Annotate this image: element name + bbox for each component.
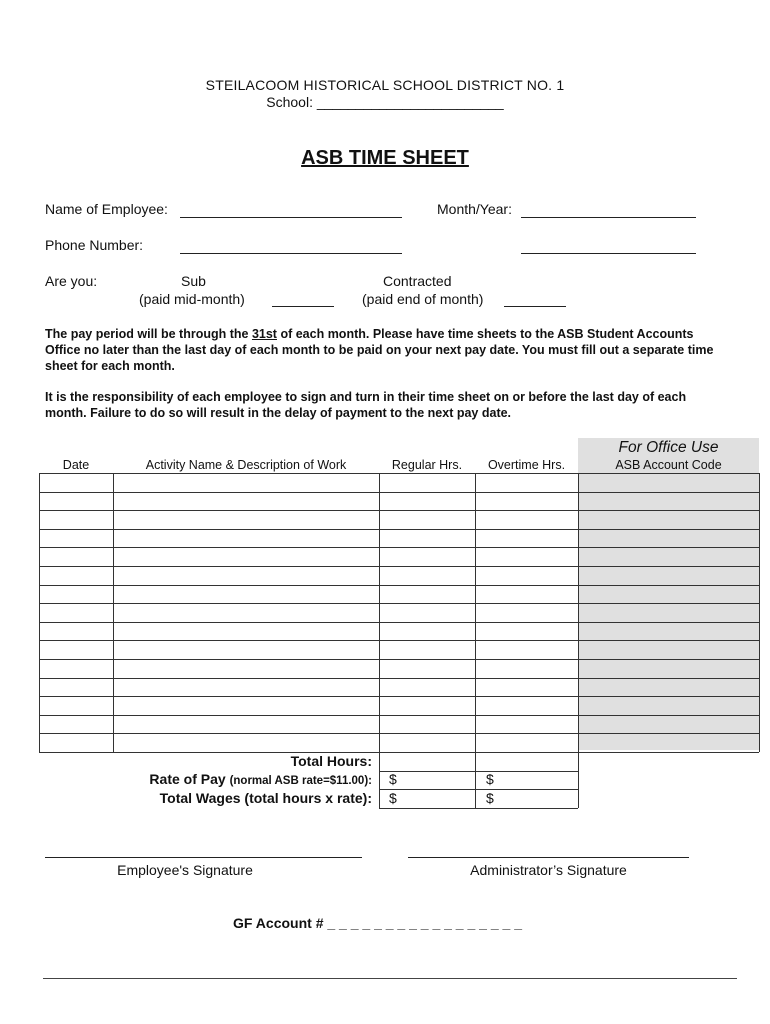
table-cell[interactable]	[379, 492, 475, 511]
table-cell[interactable]	[39, 603, 113, 622]
table-cell[interactable]	[379, 678, 475, 697]
table-cell[interactable]	[475, 696, 578, 715]
totals-row-line	[379, 752, 578, 753]
table-cell[interactable]	[578, 603, 759, 622]
page-title: ASB TIME SHEET	[301, 147, 469, 169]
table-cell[interactable]	[475, 585, 578, 604]
table-cell[interactable]	[475, 492, 578, 511]
table-cell[interactable]	[39, 529, 113, 548]
rate-of-pay-label	[149, 771, 372, 787]
table-cell[interactable]	[475, 603, 578, 622]
table-cell[interactable]	[113, 733, 379, 752]
pay-period-paragraph	[45, 326, 730, 374]
table-cell[interactable]	[379, 585, 475, 604]
table-cell[interactable]	[39, 492, 113, 511]
table-cell[interactable]	[379, 696, 475, 715]
table-cell[interactable]	[379, 603, 475, 622]
district-name: STEILACOOM HISTORICAL SCHOOL DISTRICT NO. 1	[205, 77, 565, 93]
table-cell[interactable]	[578, 510, 759, 529]
table-cell[interactable]	[379, 640, 475, 659]
school-field[interactable]: School: ________________________	[266, 94, 504, 110]
table-cell[interactable]	[39, 659, 113, 678]
table-cell[interactable]	[379, 473, 475, 492]
table-cell[interactable]	[379, 715, 475, 734]
office-use-heading: For Office Use	[618, 439, 719, 456]
table-cell[interactable]	[113, 566, 379, 585]
totals-column-line	[379, 752, 380, 808]
table-cell[interactable]	[113, 678, 379, 697]
table-cell[interactable]	[578, 622, 759, 641]
employee-signature-label: Employee's Signature	[117, 862, 253, 878]
totals-row-line	[379, 771, 578, 772]
total-hours-label: Total Hours:	[290, 753, 372, 769]
are-you-label: Are you:	[45, 273, 98, 289]
wages-overtime-dollar: $	[486, 790, 494, 806]
table-cell[interactable]	[578, 696, 759, 715]
table-cell[interactable]	[475, 622, 578, 641]
phone-number-field[interactable]	[180, 253, 402, 254]
month-year-field[interactable]	[521, 217, 696, 218]
responsibility-paragraph: It is the responsibility of each employee to sign and turn in their time sheet on or before the last day of each month. Failure to do so will result in the delay of payment to the next pay date.	[45, 390, 687, 420]
table-cell[interactable]	[39, 622, 113, 641]
table-cell[interactable]	[578, 473, 759, 492]
bottom-rule	[43, 978, 737, 979]
table-cell[interactable]	[379, 547, 475, 566]
table-cell[interactable]	[475, 659, 578, 678]
gf-account-field[interactable]: GF Account # _ _ _ _ _ _ _ _ _ _ _ _ _ _ _ _ _	[233, 915, 522, 931]
table-cell[interactable]	[379, 529, 475, 548]
table-cell[interactable]	[475, 510, 578, 529]
table-cell[interactable]	[578, 492, 759, 511]
employee-name-label: Name of Employee:	[45, 201, 168, 217]
phone-number-label: Phone Number:	[45, 237, 144, 253]
table-cell[interactable]	[475, 473, 578, 492]
table-cell[interactable]	[379, 733, 475, 752]
table-cell[interactable]	[475, 733, 578, 752]
contracted-label: Contracted	[383, 273, 452, 289]
table-cell[interactable]	[113, 510, 379, 529]
table-cell[interactable]	[113, 603, 379, 622]
sub-label: Sub	[181, 273, 206, 289]
contracted-checkbox-line[interactable]	[504, 306, 566, 307]
table-cell[interactable]	[578, 529, 759, 548]
col-header-overtime-hrs: Overtime Hrs.	[487, 458, 566, 472]
table-cell[interactable]	[113, 696, 379, 715]
table-cell[interactable]	[113, 547, 379, 566]
contracted-sub-label: (paid end of month)	[362, 291, 484, 307]
table-cell[interactable]	[578, 733, 759, 752]
table-cell[interactable]	[475, 529, 578, 548]
administrator-signature-line[interactable]	[408, 857, 689, 858]
month-year-label: Month/Year:	[437, 201, 512, 217]
table-cell[interactable]	[475, 547, 578, 566]
pay-period-emphasis: 31st	[251, 327, 277, 341]
pay-period-text-1: The pay period will be through the	[45, 327, 252, 341]
rate-overtime-dollar: $	[486, 771, 494, 787]
table-cell[interactable]	[113, 715, 379, 734]
rate-regular-dollar: $	[389, 771, 397, 787]
col-header-regular-hrs: Regular Hrs.	[391, 458, 463, 472]
table-cell[interactable]	[475, 566, 578, 585]
rate-of-pay-note: (normal ASB rate=$11.00):	[229, 775, 372, 787]
table-cell[interactable]	[379, 566, 475, 585]
col-header-date: Date	[62, 458, 90, 472]
table-cell[interactable]	[578, 585, 759, 604]
wages-regular-dollar: $	[389, 790, 397, 806]
table-cell[interactable]	[39, 510, 113, 529]
table-cell[interactable]	[578, 566, 759, 585]
sub-sub-label: (paid mid-month)	[139, 291, 245, 307]
totals-column-line	[578, 752, 579, 808]
table-cell[interactable]	[39, 640, 113, 659]
extra-blank-field[interactable]	[521, 253, 696, 254]
table-cell[interactable]	[379, 622, 475, 641]
table-cell[interactable]	[113, 529, 379, 548]
table-cell[interactable]	[39, 473, 113, 492]
table-column-line	[759, 473, 760, 752]
table-cell[interactable]	[578, 640, 759, 659]
totals-row-line	[379, 808, 578, 809]
total-wages-label: Total Wages (total hours x rate):	[159, 790, 372, 806]
table-cell[interactable]	[113, 640, 379, 659]
col-header-activity: Activity Name & Description of Work	[145, 458, 347, 472]
totals-row-line	[379, 789, 578, 790]
table-cell[interactable]	[578, 659, 759, 678]
table-cell[interactable]	[113, 473, 379, 492]
table-cell[interactable]	[578, 547, 759, 566]
table-cell[interactable]	[113, 492, 379, 511]
table-cell[interactable]	[39, 566, 113, 585]
sub-checkbox-line[interactable]	[272, 306, 334, 307]
table-cell[interactable]	[39, 678, 113, 697]
table-cell[interactable]	[578, 678, 759, 697]
col-header-account-code: ASB Account Code	[615, 458, 722, 472]
table-cell[interactable]	[475, 715, 578, 734]
table-cell[interactable]	[113, 585, 379, 604]
table-cell[interactable]	[475, 640, 578, 659]
table-cell[interactable]	[113, 622, 379, 641]
administrator-signature-label: Administrator’s Signature	[470, 862, 627, 878]
table-cell[interactable]	[475, 678, 578, 697]
table-cell[interactable]	[39, 696, 113, 715]
employee-signature-line[interactable]	[45, 857, 362, 858]
table-cell[interactable]	[39, 585, 113, 604]
table-cell[interactable]	[379, 510, 475, 529]
table-cell[interactable]	[113, 659, 379, 678]
table-cell[interactable]	[578, 715, 759, 734]
table-cell[interactable]	[39, 547, 113, 566]
pay-period-text-2: of each month. Please have time sheets to the ASB Student Accounts Office no later than the last day of each month to be paid on your next pay date. You must fill out a separate time sheet for each month.	[45, 327, 714, 373]
table-cell[interactable]	[39, 733, 113, 752]
totals-column-line	[475, 752, 476, 808]
rate-of-pay-main: Rate of Pay	[149, 771, 230, 787]
table-cell[interactable]	[39, 715, 113, 734]
employee-name-field[interactable]	[180, 217, 402, 218]
table-cell[interactable]	[379, 659, 475, 678]
